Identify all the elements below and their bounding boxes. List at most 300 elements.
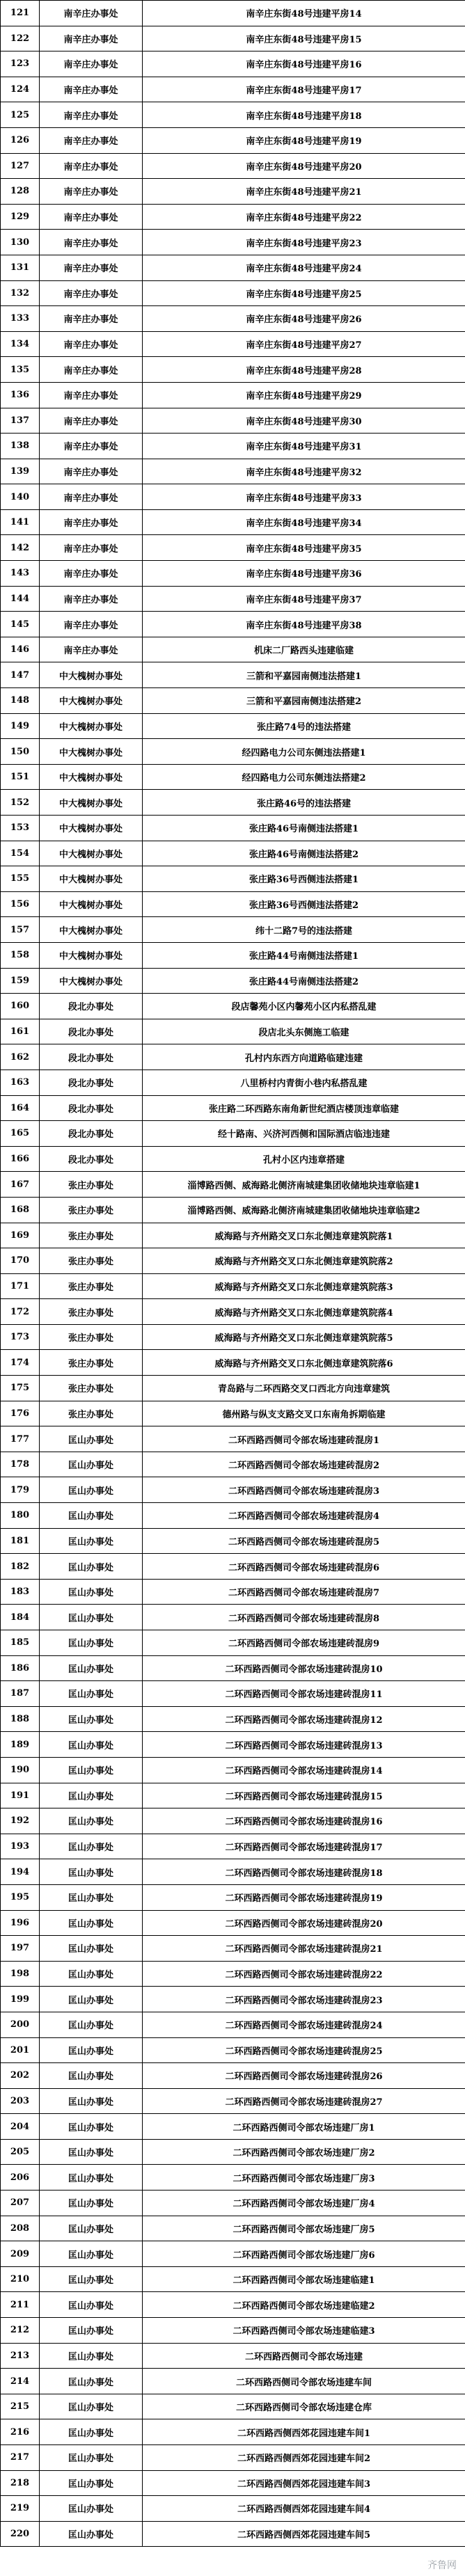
row-number: 180 bbox=[1, 1503, 40, 1529]
office-name: 南辛庄办事处 bbox=[40, 509, 143, 535]
office-name: 中大槐树办事处 bbox=[40, 790, 143, 816]
office-name: 匡山办事处 bbox=[40, 2318, 143, 2344]
table-row bbox=[1, 1783, 465, 1808]
table-row bbox=[1, 2470, 465, 2496]
building-description: 威海路与齐州路交叉口东北侧违章建筑院落4 bbox=[143, 1299, 465, 1325]
building-description: 二环西路西侧司令部农场违建砖混房5 bbox=[143, 1528, 465, 1554]
table-body bbox=[1, 1, 465, 2547]
row-number: 204 bbox=[1, 2114, 40, 2140]
office-name: 匡山办事处 bbox=[40, 2216, 143, 2241]
building-description: 二环西路西侧司令部农场违建砖混房8 bbox=[143, 1605, 465, 1630]
building-description: 段店北头东侧施工临建 bbox=[143, 1019, 465, 1044]
building-description: 三箭和平嘉园南侧违法搭建2 bbox=[143, 688, 465, 714]
row-number: 158 bbox=[1, 942, 40, 968]
office-name: 中大槐树办事处 bbox=[40, 917, 143, 943]
row-number: 143 bbox=[1, 561, 40, 587]
row-number: 149 bbox=[1, 713, 40, 739]
office-name: 张庄办事处 bbox=[40, 1223, 143, 1248]
row-number: 173 bbox=[1, 1324, 40, 1350]
building-description: 淄博路西侧、威海路北侧济南城建集团收储地块违章临建1 bbox=[143, 1172, 465, 1198]
row-number: 189 bbox=[1, 1732, 40, 1758]
building-description: 孔村小区内违章搭建 bbox=[143, 1146, 465, 1172]
row-number: 165 bbox=[1, 1121, 40, 1147]
building-description: 南辛庄东街48号违建平房29 bbox=[143, 382, 465, 408]
table-row bbox=[1, 841, 465, 866]
row-number: 145 bbox=[1, 612, 40, 637]
office-name: 南辛庄办事处 bbox=[40, 255, 143, 280]
building-description: 南辛庄东街48号违建平房38 bbox=[143, 612, 465, 637]
row-number: 131 bbox=[1, 255, 40, 280]
building-description: 威海路与齐州路交叉口东北侧违章建筑院落3 bbox=[143, 1273, 465, 1299]
row-number: 177 bbox=[1, 1426, 40, 1452]
row-number: 211 bbox=[1, 2292, 40, 2318]
building-description: 二环西路西侧司令部农场违建砖混房11 bbox=[143, 1681, 465, 1707]
building-description: 二环西路西侧司令部农场违建砖混房13 bbox=[143, 1732, 465, 1758]
row-number: 146 bbox=[1, 637, 40, 662]
office-name: 匡山办事处 bbox=[40, 1630, 143, 1656]
office-name: 南辛庄办事处 bbox=[40, 561, 143, 587]
row-number: 163 bbox=[1, 1070, 40, 1095]
building-description: 二环西路西侧司令部农场违建砖混房10 bbox=[143, 1655, 465, 1681]
table-row bbox=[1, 1808, 465, 1834]
table-row bbox=[1, 1273, 465, 1299]
office-name: 匡山办事处 bbox=[40, 2419, 143, 2445]
office-name: 南辛庄办事处 bbox=[40, 153, 143, 179]
office-name: 匡山办事处 bbox=[40, 1503, 143, 1529]
office-name: 匡山办事处 bbox=[40, 1426, 143, 1452]
row-number: 130 bbox=[1, 230, 40, 255]
office-name: 南辛庄办事处 bbox=[40, 612, 143, 637]
row-number: 161 bbox=[1, 1019, 40, 1044]
row-number: 169 bbox=[1, 1223, 40, 1248]
site-watermark: 齐鲁网 bbox=[423, 2557, 461, 2573]
row-number: 152 bbox=[1, 790, 40, 816]
row-number: 207 bbox=[1, 2191, 40, 2216]
row-number: 181 bbox=[1, 1528, 40, 1554]
office-name: 匡山办事处 bbox=[40, 1681, 143, 1707]
building-description: 二环西路西侧司令部农场违建厂房2 bbox=[143, 2139, 465, 2165]
table-row bbox=[1, 408, 465, 434]
office-name: 中大槐树办事处 bbox=[40, 891, 143, 917]
row-number: 205 bbox=[1, 2139, 40, 2165]
table-row bbox=[1, 1503, 465, 1529]
office-name: 中大槐树办事处 bbox=[40, 816, 143, 841]
building-description: 二环西路西侧西郊花园违建车间4 bbox=[143, 2496, 465, 2522]
building-description: 南辛庄东街48号违建平房17 bbox=[143, 77, 465, 102]
office-name: 匡山办事处 bbox=[40, 2037, 143, 2063]
office-name: 南辛庄办事处 bbox=[40, 331, 143, 357]
office-name: 匡山办事处 bbox=[40, 2369, 143, 2394]
office-name: 匡山办事处 bbox=[40, 2521, 143, 2547]
office-name: 段北办事处 bbox=[40, 1044, 143, 1070]
row-number: 122 bbox=[1, 26, 40, 51]
table-row bbox=[1, 2241, 465, 2267]
row-number: 154 bbox=[1, 841, 40, 866]
office-name: 中大槐树办事处 bbox=[40, 764, 143, 790]
table-row bbox=[1, 179, 465, 205]
table-row bbox=[1, 1834, 465, 1859]
row-number: 209 bbox=[1, 2241, 40, 2267]
row-number: 212 bbox=[1, 2318, 40, 2344]
building-description: 二环西路西侧司令部农场违建砖混房12 bbox=[143, 1706, 465, 1732]
office-name: 匡山办事处 bbox=[40, 2292, 143, 2318]
building-description: 二环西路西侧司令部农场违建砖混房7 bbox=[143, 1579, 465, 1605]
office-name: 匡山办事处 bbox=[40, 2394, 143, 2419]
table-row bbox=[1, 2292, 465, 2318]
table-row bbox=[1, 968, 465, 994]
building-description: 二环西路西侧司令部农场违建砖混房14 bbox=[143, 1757, 465, 1783]
table-row bbox=[1, 612, 465, 637]
row-number: 200 bbox=[1, 2012, 40, 2037]
office-name: 匡山办事处 bbox=[40, 1834, 143, 1859]
building-description: 二环西路西侧司令部农场违建临建3 bbox=[143, 2318, 465, 2344]
row-number: 202 bbox=[1, 2063, 40, 2089]
building-description: 南辛庄东街48号违建平房25 bbox=[143, 280, 465, 306]
row-number: 142 bbox=[1, 535, 40, 561]
row-number: 191 bbox=[1, 1783, 40, 1808]
office-name: 张庄办事处 bbox=[40, 1350, 143, 1376]
row-number: 138 bbox=[1, 434, 40, 459]
building-description: 二环西路西侧司令部农场违建砖混房19 bbox=[143, 1884, 465, 1910]
office-name: 段北办事处 bbox=[40, 1070, 143, 1095]
building-description: 张庄路46号南侧违法搭建2 bbox=[143, 841, 465, 866]
office-name: 中大槐树办事处 bbox=[40, 866, 143, 892]
office-name: 匡山办事处 bbox=[40, 1732, 143, 1758]
table-row bbox=[1, 866, 465, 892]
office-name: 南辛庄办事处 bbox=[40, 408, 143, 434]
office-name: 匡山办事处 bbox=[40, 2343, 143, 2369]
building-description: 二环西路西侧司令部农场违建砖混房20 bbox=[143, 1910, 465, 1936]
table-row bbox=[1, 2114, 465, 2140]
row-number: 194 bbox=[1, 1859, 40, 1885]
row-number: 218 bbox=[1, 2470, 40, 2496]
building-description: 二环西路西侧司令部农场违建砖混房21 bbox=[143, 1936, 465, 1962]
table-row bbox=[1, 2012, 465, 2037]
row-number: 126 bbox=[1, 127, 40, 153]
table-row bbox=[1, 1554, 465, 1580]
building-description: 二环西路西侧司令部农场违建厂房3 bbox=[143, 2165, 465, 2191]
building-description: 二环西路西侧司令部农场违建砖混房26 bbox=[143, 2063, 465, 2089]
table-row bbox=[1, 713, 465, 739]
building-description: 张庄路44号南侧违法搭建2 bbox=[143, 968, 465, 994]
building-description: 二环西路西侧司令部农场违建砖混房6 bbox=[143, 1554, 465, 1580]
office-name: 南辛庄办事处 bbox=[40, 535, 143, 561]
office-name: 匡山办事处 bbox=[40, 1910, 143, 1936]
building-description: 二环西路西侧司令部农场违建临建2 bbox=[143, 2292, 465, 2318]
table-row bbox=[1, 1681, 465, 1707]
table-row bbox=[1, 1019, 465, 1044]
table-row bbox=[1, 1859, 465, 1885]
table-row bbox=[1, 662, 465, 688]
office-name: 匡山办事处 bbox=[40, 1783, 143, 1808]
row-number: 179 bbox=[1, 1477, 40, 1503]
office-name: 南辛庄办事处 bbox=[40, 204, 143, 230]
building-description: 南辛庄东街48号违建平房16 bbox=[143, 51, 465, 77]
row-number: 148 bbox=[1, 688, 40, 714]
office-name: 中大槐树办事处 bbox=[40, 688, 143, 714]
table-row bbox=[1, 2369, 465, 2394]
office-name: 南辛庄办事处 bbox=[40, 637, 143, 662]
table-row bbox=[1, 688, 465, 714]
office-name: 中大槐树办事处 bbox=[40, 739, 143, 765]
building-description: 二环西路西侧司令部农场违建车间 bbox=[143, 2369, 465, 2394]
row-number: 196 bbox=[1, 1910, 40, 1936]
building-description: 二环西路西侧司令部农场违建砖混房24 bbox=[143, 2012, 465, 2037]
row-number: 182 bbox=[1, 1554, 40, 1580]
building-description: 二环西路西侧西郊花园违建车间2 bbox=[143, 2445, 465, 2471]
row-number: 159 bbox=[1, 968, 40, 994]
table-row bbox=[1, 1376, 465, 1401]
row-number: 199 bbox=[1, 1987, 40, 2012]
row-number: 144 bbox=[1, 586, 40, 612]
row-number: 175 bbox=[1, 1376, 40, 1401]
row-number: 178 bbox=[1, 1452, 40, 1477]
building-description: 二环西路西侧司令部农场违建 bbox=[143, 2343, 465, 2369]
row-number: 219 bbox=[1, 2496, 40, 2522]
office-name: 南辛庄办事处 bbox=[40, 51, 143, 77]
row-number: 168 bbox=[1, 1197, 40, 1223]
table-row bbox=[1, 2139, 465, 2165]
building-description: 南辛庄东街48号违建平房26 bbox=[143, 306, 465, 332]
table-row bbox=[1, 204, 465, 230]
office-name: 匡山办事处 bbox=[40, 1528, 143, 1554]
office-name: 南辛庄办事处 bbox=[40, 179, 143, 205]
table-row bbox=[1, 2496, 465, 2522]
office-name: 匡山办事处 bbox=[40, 2470, 143, 2496]
row-number: 133 bbox=[1, 306, 40, 332]
office-name: 南辛庄办事处 bbox=[40, 382, 143, 408]
building-description: 二环西路西侧司令部农场违建砖混房27 bbox=[143, 2088, 465, 2114]
building-description: 二环西路西侧司令部农场违建砖混房4 bbox=[143, 1503, 465, 1529]
table-row bbox=[1, 2063, 465, 2089]
table-row bbox=[1, 1146, 465, 1172]
office-name: 张庄办事处 bbox=[40, 1324, 143, 1350]
row-number: 125 bbox=[1, 102, 40, 128]
office-name: 段北办事处 bbox=[40, 1019, 143, 1044]
row-number: 157 bbox=[1, 917, 40, 943]
table-row bbox=[1, 2419, 465, 2445]
row-number: 160 bbox=[1, 994, 40, 1019]
office-name: 段北办事处 bbox=[40, 1121, 143, 1147]
row-number: 164 bbox=[1, 1095, 40, 1121]
building-description: 南辛庄东街48号违建平房34 bbox=[143, 509, 465, 535]
row-number: 195 bbox=[1, 1884, 40, 1910]
table-row bbox=[1, 891, 465, 917]
table-row bbox=[1, 2445, 465, 2471]
table-row bbox=[1, 1961, 465, 1987]
building-description: 淄博路西侧、威海路北侧济南城建集团收储地块违章临建2 bbox=[143, 1197, 465, 1223]
table-row bbox=[1, 509, 465, 535]
table-row bbox=[1, 153, 465, 179]
office-name: 匡山办事处 bbox=[40, 2165, 143, 2191]
row-number: 197 bbox=[1, 1936, 40, 1962]
row-number: 203 bbox=[1, 2088, 40, 2114]
office-name: 张庄办事处 bbox=[40, 1172, 143, 1198]
building-description: 二环西路西侧司令部农场违建临建1 bbox=[143, 2266, 465, 2292]
table-row bbox=[1, 1350, 465, 1376]
row-number: 208 bbox=[1, 2216, 40, 2241]
row-number: 150 bbox=[1, 739, 40, 765]
office-name: 南辛庄办事处 bbox=[40, 230, 143, 255]
row-number: 124 bbox=[1, 77, 40, 102]
office-name: 匡山办事处 bbox=[40, 2012, 143, 2037]
row-number: 136 bbox=[1, 382, 40, 408]
office-name: 南辛庄办事处 bbox=[40, 77, 143, 102]
building-description: 经四路电力公司东侧违法搭建1 bbox=[143, 739, 465, 765]
table-row bbox=[1, 535, 465, 561]
table-row bbox=[1, 230, 465, 255]
table-row bbox=[1, 331, 465, 357]
table-row bbox=[1, 127, 465, 153]
table-row bbox=[1, 2394, 465, 2419]
building-description: 二环西路西侧司令部农场违建仓库 bbox=[143, 2394, 465, 2419]
building-description: 南辛庄东街48号违建平房14 bbox=[143, 1, 465, 26]
table-row bbox=[1, 1426, 465, 1452]
table-row bbox=[1, 1579, 465, 1605]
building-description: 二环西路西侧司令部农场违建厂房4 bbox=[143, 2191, 465, 2216]
office-name: 张庄办事处 bbox=[40, 1299, 143, 1325]
office-name: 匡山办事处 bbox=[40, 1477, 143, 1503]
row-number: 188 bbox=[1, 1706, 40, 1732]
table-row bbox=[1, 1401, 465, 1426]
table-row bbox=[1, 2191, 465, 2216]
office-name: 中大槐树办事处 bbox=[40, 968, 143, 994]
row-number: 155 bbox=[1, 866, 40, 892]
row-number: 185 bbox=[1, 1630, 40, 1656]
office-name: 匡山办事处 bbox=[40, 1987, 143, 2012]
row-number: 183 bbox=[1, 1579, 40, 1605]
building-description: 南辛庄东街48号违建平房15 bbox=[143, 26, 465, 51]
building-description: 张庄路46号南侧违法搭建1 bbox=[143, 816, 465, 841]
building-description: 威海路与齐州路交叉口东北侧违章建筑院落5 bbox=[143, 1324, 465, 1350]
table-row bbox=[1, 102, 465, 128]
office-name: 匡山办事处 bbox=[40, 1757, 143, 1783]
table-row bbox=[1, 306, 465, 332]
row-number: 127 bbox=[1, 153, 40, 179]
row-number: 170 bbox=[1, 1248, 40, 1274]
building-description: 二环西路西侧西郊花园违建车间1 bbox=[143, 2419, 465, 2445]
table-row bbox=[1, 942, 465, 968]
building-description: 经四路电力公司东侧违法搭建2 bbox=[143, 764, 465, 790]
table-row bbox=[1, 561, 465, 587]
building-description: 南辛庄东街48号违建平房20 bbox=[143, 153, 465, 179]
building-description: 南辛庄东街48号违建平房18 bbox=[143, 102, 465, 128]
office-name: 匡山办事处 bbox=[40, 1452, 143, 1477]
building-description: 经十路南、兴济河西侧和国际酒店临违违建 bbox=[143, 1121, 465, 1147]
building-description: 二环西路西侧司令部农场违建砖混房17 bbox=[143, 1834, 465, 1859]
table-row bbox=[1, 1095, 465, 1121]
building-description: 二环西路西侧司令部农场违建砖混房16 bbox=[143, 1808, 465, 1834]
building-description: 孔村内东西方向道路临建违建 bbox=[143, 1044, 465, 1070]
table-row bbox=[1, 357, 465, 383]
table-row bbox=[1, 2318, 465, 2344]
table-row bbox=[1, 917, 465, 943]
office-name: 段北办事处 bbox=[40, 994, 143, 1019]
table-row bbox=[1, 434, 465, 459]
table-row bbox=[1, 790, 465, 816]
office-name: 南辛庄办事处 bbox=[40, 306, 143, 332]
building-description: 二环西路西侧司令部农场违建砖混房18 bbox=[143, 1859, 465, 1885]
office-name: 中大槐树办事处 bbox=[40, 662, 143, 688]
building-description: 三箭和平嘉园南侧违法搭建1 bbox=[143, 662, 465, 688]
building-description: 二环西路西侧司令部农场违建砖混房2 bbox=[143, 1452, 465, 1477]
office-name: 南辛庄办事处 bbox=[40, 459, 143, 484]
office-name: 南辛庄办事处 bbox=[40, 357, 143, 383]
table-row bbox=[1, 1936, 465, 1962]
table-row bbox=[1, 1121, 465, 1147]
row-number: 201 bbox=[1, 2037, 40, 2063]
office-name: 匡山办事处 bbox=[40, 2445, 143, 2471]
table-row bbox=[1, 1044, 465, 1070]
row-number: 184 bbox=[1, 1605, 40, 1630]
building-description: 张庄路二环西路东南角新世纪酒店楼顶违章临建 bbox=[143, 1095, 465, 1121]
row-number: 216 bbox=[1, 2419, 40, 2445]
table-row bbox=[1, 994, 465, 1019]
building-description: 南辛庄东街48号违建平房28 bbox=[143, 357, 465, 383]
row-number: 171 bbox=[1, 1273, 40, 1299]
office-name: 匡山办事处 bbox=[40, 1579, 143, 1605]
table-row bbox=[1, 2521, 465, 2547]
office-name: 匡山办事处 bbox=[40, 1936, 143, 1962]
table-row bbox=[1, 1324, 465, 1350]
table-row bbox=[1, 1706, 465, 1732]
office-name: 匡山办事处 bbox=[40, 1961, 143, 1987]
office-name: 匡山办事处 bbox=[40, 1706, 143, 1732]
office-name: 匡山办事处 bbox=[40, 1859, 143, 1885]
row-number: 132 bbox=[1, 280, 40, 306]
office-name: 匡山办事处 bbox=[40, 2063, 143, 2089]
building-description: 段店馨苑小区内馨苑小区内私搭乱建 bbox=[143, 994, 465, 1019]
building-description: 二环西路西侧司令部农场违建砖混房3 bbox=[143, 1477, 465, 1503]
table-row bbox=[1, 2343, 465, 2369]
table-row bbox=[1, 1452, 465, 1477]
table-row bbox=[1, 77, 465, 102]
table-row bbox=[1, 1477, 465, 1503]
building-description: 南辛庄东街48号违建平房19 bbox=[143, 127, 465, 153]
office-name: 匡山办事处 bbox=[40, 2496, 143, 2522]
table-row bbox=[1, 1172, 465, 1198]
building-description: 张庄路44号南侧违法搭建1 bbox=[143, 942, 465, 968]
table-row bbox=[1, 1070, 465, 1095]
row-number: 186 bbox=[1, 1655, 40, 1681]
table-row bbox=[1, 2165, 465, 2191]
office-name: 匡山办事处 bbox=[40, 2114, 143, 2140]
building-description: 南辛庄东街48号违建平房30 bbox=[143, 408, 465, 434]
building-description: 南辛庄东街48号违建平房24 bbox=[143, 255, 465, 280]
row-number: 214 bbox=[1, 2369, 40, 2394]
row-number: 193 bbox=[1, 1834, 40, 1859]
office-name: 匡山办事处 bbox=[40, 1655, 143, 1681]
building-description: 南辛庄东街48号违建平房27 bbox=[143, 331, 465, 357]
building-description: 二环西路西侧司令部农场违建厂房6 bbox=[143, 2241, 465, 2267]
office-name: 南辛庄办事处 bbox=[40, 26, 143, 51]
office-name: 段北办事处 bbox=[40, 1146, 143, 1172]
building-description: 威海路与齐州路交叉口东北侧违章建筑院落6 bbox=[143, 1350, 465, 1376]
office-name: 南辛庄办事处 bbox=[40, 1, 143, 26]
table-row bbox=[1, 484, 465, 510]
building-description: 南辛庄东街48号违建平房22 bbox=[143, 204, 465, 230]
row-number: 153 bbox=[1, 816, 40, 841]
row-number: 206 bbox=[1, 2165, 40, 2191]
row-number: 166 bbox=[1, 1146, 40, 1172]
building-description: 德州路与纵支支路交叉口东南角拆期临建 bbox=[143, 1401, 465, 1426]
office-name: 张庄办事处 bbox=[40, 1273, 143, 1299]
building-description: 南辛庄东街48号违建平房35 bbox=[143, 535, 465, 561]
table-row bbox=[1, 1732, 465, 1758]
table-row bbox=[1, 280, 465, 306]
office-name: 中大槐树办事处 bbox=[40, 713, 143, 739]
building-description: 八里桥村内青街小巷内私搭乱建 bbox=[143, 1070, 465, 1095]
